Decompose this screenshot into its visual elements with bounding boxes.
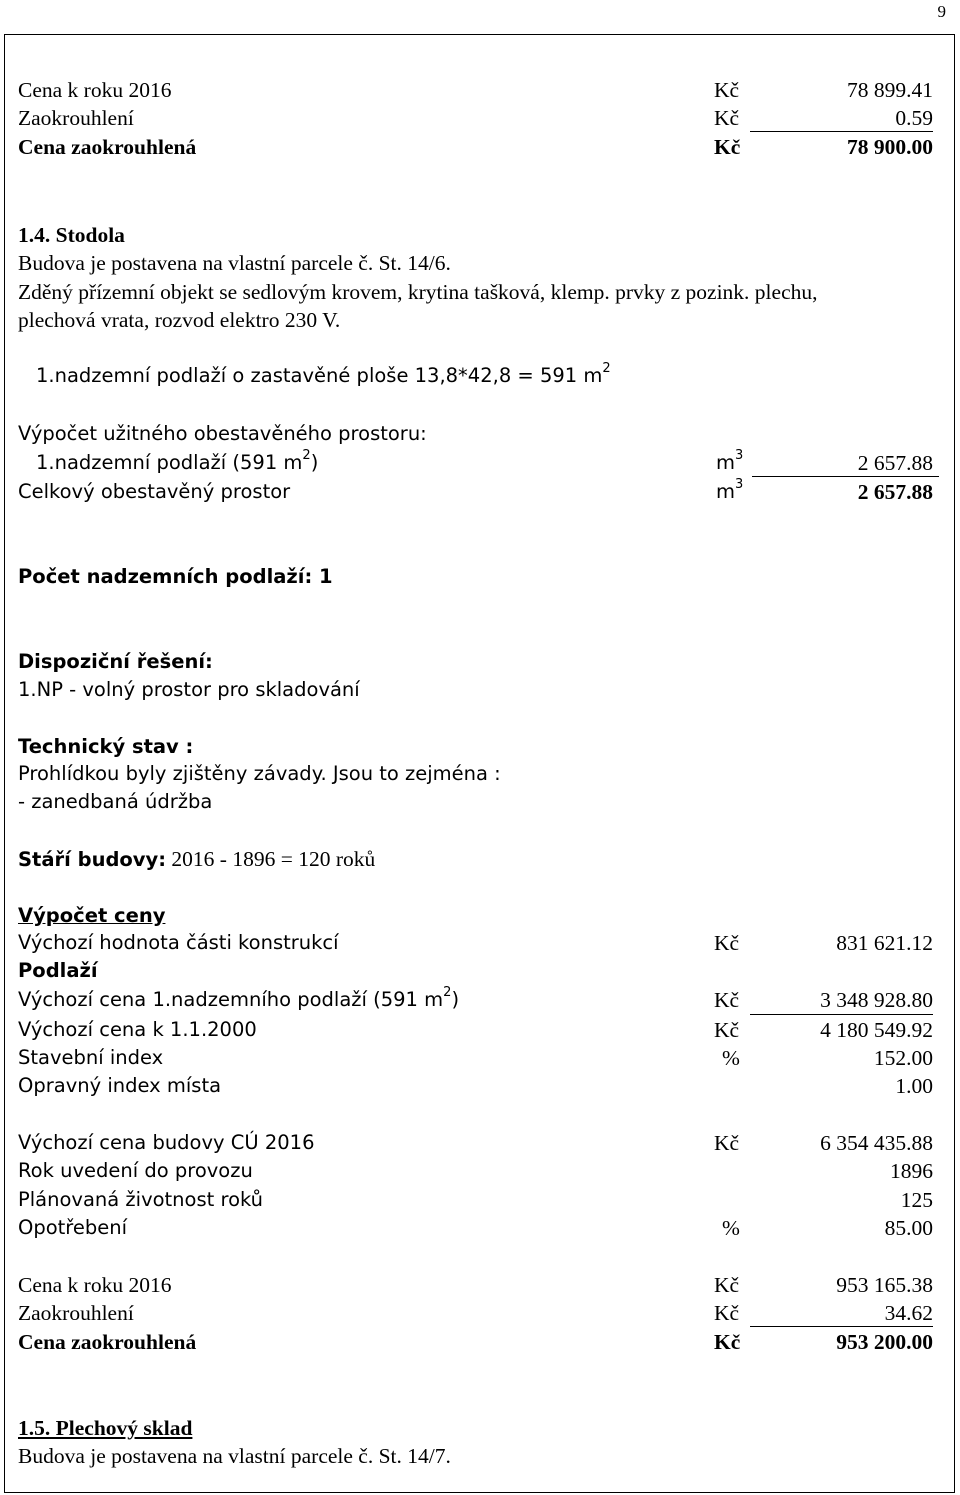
summary-value: 78 899.41: [847, 78, 933, 102]
calc-row-value: 1.00: [895, 1074, 933, 1098]
floors-count: Počet nadzemních podlaží: 1: [18, 565, 333, 588]
section-description: Budova je postavena na vlastní parcele č. St. 14/6.: [18, 251, 451, 275]
calc-row-currency: Kč: [714, 1018, 740, 1042]
calc-row-currency: Kč: [714, 1131, 740, 1155]
section-heading: 1.4. Stodola: [18, 223, 125, 247]
summary-rule: [750, 131, 933, 132]
summary-currency: Kč: [714, 78, 740, 102]
final-summary-currency: Kč: [714, 1301, 740, 1325]
calc-row-value: 152.00: [873, 1046, 933, 1070]
building-age: Stáří budovy: 2016 - 1896 = 120 roků: [18, 847, 376, 871]
final-total-label: Cena zaokrouhlená: [18, 1330, 197, 1354]
volume-row-value: 2 657.88: [857, 451, 933, 475]
calc-row-label: Rok uvedení do provozu: [18, 1159, 253, 1182]
floor-area: 1.nadzemní podlaží o zastavěné ploše 13,8*42,8 = 591 $m^2$: [36, 361, 611, 387]
calc-row-value: 125: [900, 1188, 933, 1212]
summary-total-value: 78 900.00: [847, 135, 933, 159]
final-summary-currency: Kč: [714, 1273, 740, 1297]
summary-total-currency: Kč: [714, 135, 741, 159]
calc-row-label: Plánovaná životnost roků: [18, 1188, 264, 1211]
section-description: Zděný přízemní objekt se sedlovým krovem, krytina tašková, klemp. prvky z pozink. plechu,: [18, 280, 818, 304]
disposition-text: 1.NP - volný prostor pro skladování: [18, 678, 360, 701]
summary-value: 0.59: [895, 106, 933, 130]
calc-row-unit: %: [722, 1046, 740, 1070]
summary-currency: Kč: [714, 106, 740, 130]
calc-row-currency: Kč: [714, 988, 740, 1012]
final-summary-label: Zaokrouhlení: [18, 1301, 134, 1325]
section-description: plechová vrata, rozvod elektro 230 V.: [18, 308, 341, 332]
calc-row-unit: %: [722, 1216, 740, 1240]
final-total-currency: Kč: [714, 1330, 741, 1354]
page-number: 9: [937, 2, 946, 21]
next-section-heading: 1.5. Plechový sklad: [18, 1416, 193, 1440]
summary-label: Cena k roku 2016: [18, 78, 172, 102]
volume-total-label: Celkový obestavěný prostor: [18, 480, 291, 503]
final-summary-label: Cena k roku 2016: [18, 1273, 172, 1297]
calc-row-label: Stavební index: [18, 1046, 164, 1069]
calc-row-label: Výchozí cena 1.nadzemního podlaží (591 $m^2$): [18, 985, 460, 1011]
calc-row-label: Výchozí hodnota části konstrukcí: [18, 931, 339, 954]
volume-rule: [752, 476, 939, 477]
floors-subheading: Podlaží: [18, 959, 98, 982]
final-summary-rule: [750, 1326, 933, 1327]
volume-heading: Výpočet užitného obestavěného prostoru:: [18, 422, 427, 445]
final-total-value: 953 200.00: [836, 1330, 933, 1354]
condition-text: Prohlídkou byly zjištěny závady. Jsou to zejména :: [18, 762, 501, 785]
volume-total-value: 2 657.88: [857, 480, 933, 504]
volume-total-unit: $m^3$: [716, 477, 744, 503]
calc-row-label: Výchozí cena k 1.1.2000: [18, 1018, 257, 1041]
calc-row-value: 4 180 549.92: [820, 1018, 933, 1042]
condition-text: - zanedbaná údržba: [18, 790, 213, 813]
final-summary-value: 34.62: [884, 1301, 933, 1325]
calc-row-label: Opravný index místa: [18, 1074, 222, 1097]
calc-row-value: 1896: [890, 1159, 933, 1183]
calc-row-value: 831 621.12: [836, 931, 933, 955]
volume-row-label: 1.nadzemní podlaží (591 $m^2$): [36, 448, 319, 474]
summary-label: Zaokrouhlení: [18, 106, 134, 130]
summary-total-label: Cena zaokrouhlená: [18, 135, 197, 159]
calc-row-value: 85.00: [884, 1216, 933, 1240]
calc-row-value: 6 354 435.88: [820, 1131, 933, 1155]
calc-heading: Výpočet ceny: [18, 904, 166, 927]
calc-row-currency: Kč: [714, 931, 740, 955]
final-summary-value: 953 165.38: [836, 1273, 933, 1297]
volume-row-unit: $m^3$: [716, 448, 744, 474]
condition-heading: Technický stav :: [18, 735, 194, 758]
next-section-description: Budova je postavena na vlastní parcele č. St. 14/7.: [18, 1444, 451, 1468]
calc-row-label: Výchozí cena budovy CÚ 2016: [18, 1131, 315, 1154]
disposition-heading: Dispoziční řešení:: [18, 650, 213, 673]
calc-row-label: Opotřebení: [18, 1216, 128, 1239]
calc-rule: [750, 1014, 933, 1015]
calc-row-value: 3 348 928.80: [820, 988, 933, 1012]
